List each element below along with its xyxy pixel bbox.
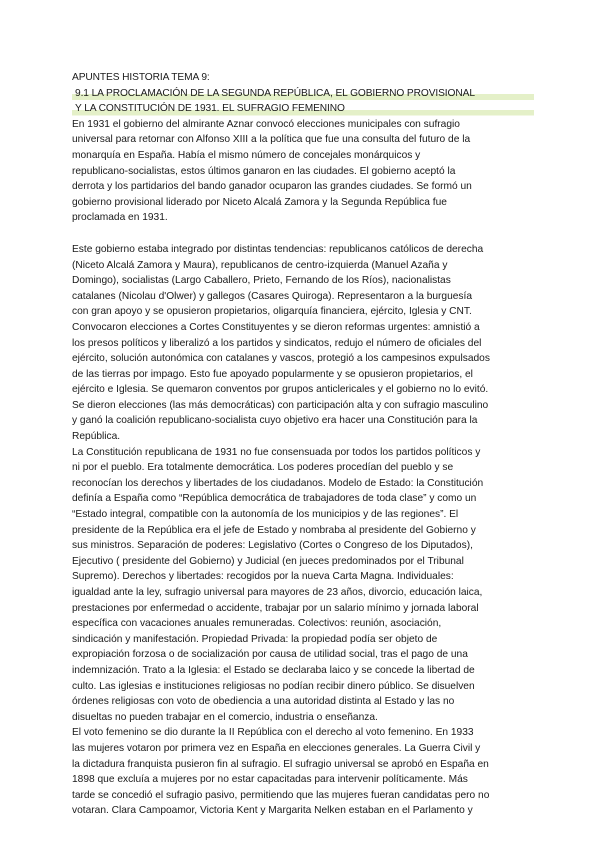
section-heading-line-2: Y LA CONSTITUCIÓN DE 1931. EL SUFRAGIO FEMENINO xyxy=(72,101,534,117)
paragraph-line: órdenes religiosas con voto de obediencia a una autoridad distinta al Estado y las no xyxy=(72,696,455,708)
paragraph-line: Supremo). Derechos y libertades: recogidos por la nueva Carta Magna. Individuales: xyxy=(72,571,454,583)
paragraph-line: proclamada en 1931. xyxy=(72,212,168,224)
paragraph-line: gobierno provisional liderado por Niceto Alcalá Zamora y la Segunda República fue xyxy=(72,196,447,208)
section-heading-line-1: 9.1 LA PROCLAMACIÓN DE LA SEGUNDA REPÚBLICA, EL GOBIERNO PROVISIONAL xyxy=(72,86,534,102)
paragraph-line: con gran apoyo y se opusieron propietarios, oligarquía financiera, ejército, Iglesia y CNT. xyxy=(72,306,472,318)
paragraph-line: universal para retornar con Alfonso XIII a la política que fue una consulta del futuro de la xyxy=(72,134,471,146)
paragraph-spacer xyxy=(72,226,534,242)
paragraph-line: Se dieron elecciones (las más democráticas) con participación alta y con sufragio masculino xyxy=(72,399,489,411)
paragraph-line: Domingo), socialistas (Largo Caballero, Prieto, Fernando de los Ríos), nacionalistas xyxy=(72,275,451,287)
paragraph-line: 1898 que excluía a mujeres por no estar capacitadas para intervenir políticamente. Más xyxy=(72,774,468,786)
paragraph-line: culto. Las iglesias e instituciones religiosas no podían recibir dinero público. Se disuelven xyxy=(72,680,475,692)
paragraph-line: La Constitución republicana de 1931 no fue consensuada por todos los partidos políticos y xyxy=(72,446,481,458)
paragraph-line: “Estado integral, compatible con la autonomía de los municipios y de las regiones”. El xyxy=(72,509,459,521)
paragraph-line: sus ministros. Separación de poderes: Legislativo (Cortes o Congreso de los Diputados), xyxy=(72,540,473,552)
paragraph-provisional-government xyxy=(72,242,534,445)
document-title: APUNTES HISTORIA TEMA 9: xyxy=(72,72,210,83)
paragraph-line: votaran. Clara Campoamor, Victoria Kent y Margarita Nelken estaban en el Parlamento y xyxy=(72,805,473,817)
paragraph-line: presidente de la República era el jefe de Estado y nombraba al presidente del Gobierno y xyxy=(72,524,476,536)
paragraph-female-suffrage xyxy=(72,725,534,819)
paragraph-line: (Niceto Alcalá Zamora y Maura), republicanos de centro-izquierda (Manuel Azaña y xyxy=(72,259,448,271)
paragraph-line: En 1931 el gobierno del almirante Aznar convocó elecciones municipales con sufragio xyxy=(72,118,460,130)
paragraph-line: sindicación y manifestación. Propiedad Privada: la propiedad podía ser objeto de xyxy=(72,633,438,645)
paragraph-line: prestaciones por enfermedad o accidente, trabajar por un salario mínimo y jornada laboral xyxy=(72,602,479,614)
paragraph-line: Este gobierno estaba integrado por distintas tendencias: republicanos católicos de derecha xyxy=(72,243,484,255)
paragraph-line: republicano-socialistas, estos últimos ganaron en las ciudades. El gobierno aceptó la xyxy=(72,165,456,177)
paragraph-line: tarde se concedió el sufragio pasivo, permitiendo que las mujeres fueran candidatas pero no xyxy=(72,789,490,801)
paragraph-line: monarquía en España. Había el mismo número de concejales monárquicos y xyxy=(72,149,421,161)
paragraph-line: ejército e Iglesia. Se quemaron conventos por grupos anticlericales y el gobierno no lo evitó. xyxy=(72,384,489,396)
paragraph-line: expropiación forzosa o de socialización por causa de utilidad social, tras el pago de una xyxy=(72,649,468,661)
paragraph-line: los presos políticos y liberalizó a los partidos y sindicatos, redujo el número de oficiales del xyxy=(72,337,482,349)
paragraph-proclamation xyxy=(72,117,534,226)
paragraph-line: igualdad ante la ley, sufragio universal para mayores de 23 años, divorcio, educación laica, xyxy=(72,587,483,598)
paragraph-line: catalanes (Nicolau d'Olwer) y gallegos (Casares Quiroga). Representaron a la burguesía xyxy=(72,290,473,302)
paragraph-line: Convocaron elecciones a Cortes Constituyentes y se dieron reformas urgentes: amnistió a xyxy=(72,321,480,333)
paragraph-line: definía a España como “República democrática de trabajadores de toda clase” y como un xyxy=(72,493,477,505)
paragraph-line: específica con vacaciones anuales remuneradas. Colectivos: reunión, asociación, xyxy=(72,618,442,630)
paragraph-line: la dictadura franquista pusieron fin al sufragio. El sufragio universal se aprobó en España en xyxy=(72,758,489,770)
paragraph-line: ni por el pueblo. Era totalmente democrática. Los poderes procedían del pueblo y se xyxy=(72,462,454,474)
paragraph-line: derrota y los partidarios del bando ganador ocuparon las grandes ciudades. Se formó un xyxy=(72,181,472,193)
paragraph-line: de las tierras por impago. Esto fue apoyado popularmente y se opusieron propietarios, el xyxy=(72,368,473,380)
paragraph-line: El voto femenino se dio durante la II República con el derecho al voto femenino. En 1933 xyxy=(72,727,474,739)
document-page xyxy=(72,70,534,819)
paragraph-line: y ganó la coalición republicano-socialista cuyo objetivo era hacer una Constitución para la xyxy=(72,415,478,427)
paragraph-constitution xyxy=(72,445,534,726)
paragraph-line: las mujeres votaron por primera vez en España en elecciones generales. La Guerra Civil y xyxy=(72,742,481,754)
paragraph-line: indemnización. Trato a la Iglesia: el Estado se declaraba laico y se concede la libertad de xyxy=(72,664,475,676)
paragraph-line: disueltas no pueden trabajar en el comercio, industria o enseñanza. xyxy=(72,711,378,723)
paragraph-line: ejército, solución autonómica con catalanes y vascos, protegió a los campesinos expulsados xyxy=(72,353,490,365)
paragraph-line: reconocían los derechos y libertades de los ciudadanos. Modelo de Estado: la Constitución xyxy=(72,477,484,489)
paragraph-line: Ejecutivo ( presidente del Gobierno) y Judicial (en jueces predominados por el Tribunal xyxy=(72,555,464,567)
paragraph-line: República. xyxy=(72,431,121,443)
